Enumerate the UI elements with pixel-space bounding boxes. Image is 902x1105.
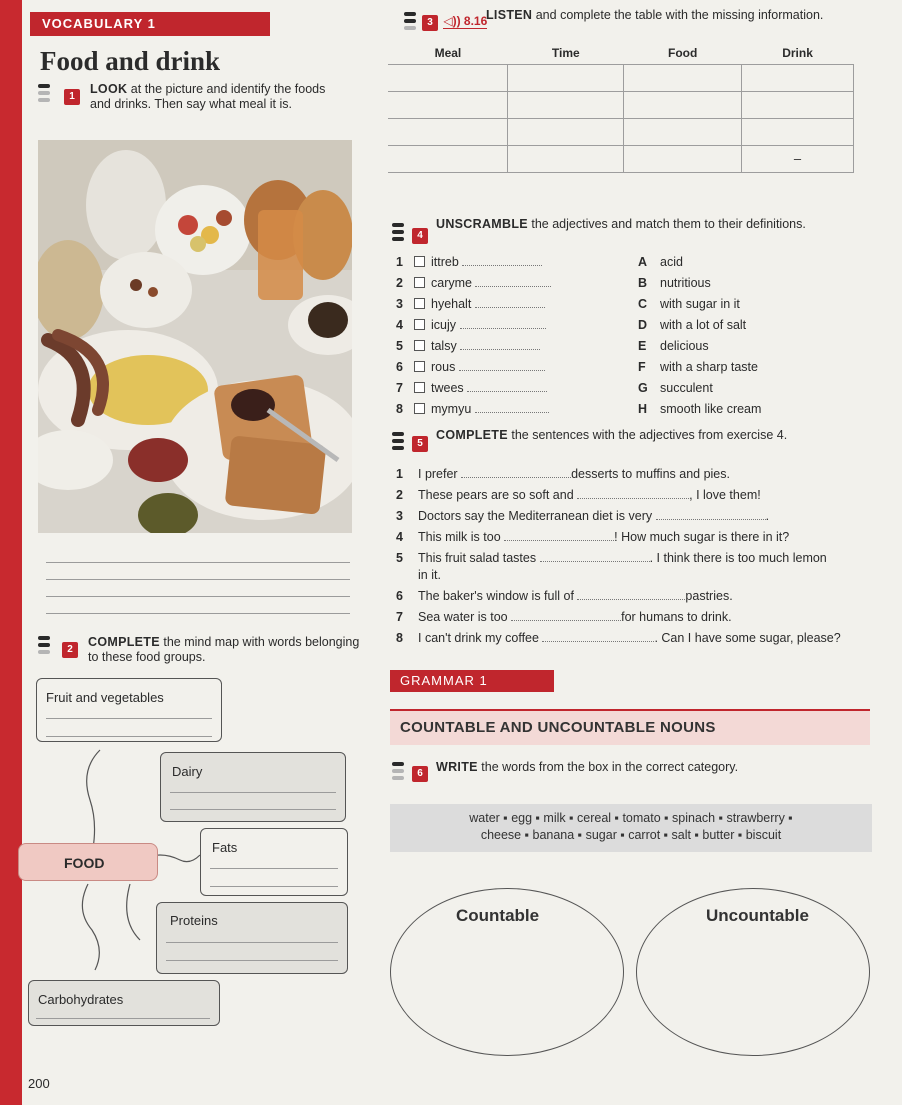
unscramble-item: 6 rous: [396, 360, 545, 380]
answer-line[interactable]: [46, 562, 350, 563]
definition-item: D with a lot of salt: [638, 318, 747, 332]
column-header-drink: Drink: [742, 42, 854, 64]
sentence-item: 1 I prefer desserts to muffins and pies.: [396, 467, 730, 481]
table-cell[interactable]: [388, 64, 508, 91]
difficulty-icon: [392, 432, 404, 453]
difficulty-icon: [38, 636, 50, 657]
answer-blank[interactable]: [542, 641, 654, 642]
mindmap-box-fruit-veg: [36, 678, 222, 742]
mindmap-label: Proteins: [170, 913, 218, 928]
definition-item: B nutritious: [638, 276, 711, 290]
table-cell[interactable]: [388, 91, 508, 118]
ex5-number: 5: [412, 434, 428, 452]
ex1-number: 1: [64, 87, 80, 105]
uncountable-title: Uncountable: [706, 906, 809, 925]
table-cell[interactable]: [742, 64, 854, 91]
sentence-item: 6 The baker's window is full of pastries.: [396, 589, 733, 603]
table-cell[interactable]: [742, 91, 854, 118]
answer-line[interactable]: [46, 718, 212, 719]
definition-item: G succulent: [638, 381, 713, 395]
answer-line[interactable]: [170, 809, 336, 810]
ex3-number: 3 ◁)) 8.16: [422, 14, 487, 31]
grammar-tag: GRAMMAR 1: [390, 670, 554, 692]
ex5-instructions: COMPLETE the sentences with the adjectives from exercise 4.: [436, 428, 788, 442]
answer-blank[interactable]: [459, 370, 545, 371]
answer-checkbox[interactable]: [414, 298, 425, 309]
difficulty-icon: [392, 223, 404, 244]
section-header: VOCABULARY 1: [30, 12, 270, 36]
ex4-number: 4: [412, 226, 428, 244]
answer-blank[interactable]: [475, 412, 549, 413]
answer-line[interactable]: [170, 792, 336, 793]
unscramble-item: 2 caryme: [396, 276, 551, 296]
answer-blank[interactable]: [461, 477, 571, 478]
table-cell[interactable]: [624, 91, 742, 118]
answer-checkbox[interactable]: [414, 256, 425, 267]
answer-checkbox[interactable]: [414, 340, 425, 351]
mindmap-label: Fruit and vegetables: [46, 690, 164, 705]
table-cell[interactable]: [388, 145, 508, 172]
sentence-item: 2 These pears are so soft and , I love them!: [396, 488, 761, 502]
page-number: 200: [28, 1076, 50, 1091]
definition-item: C with sugar in it: [638, 297, 740, 311]
grammar-heading: COUNTABLE AND UNCOUNTABLE NOUNS: [390, 709, 870, 745]
ex6-number: 6: [412, 764, 428, 782]
table-cell[interactable]: [508, 91, 624, 118]
table-cell[interactable]: [388, 118, 508, 145]
answer-checkbox[interactable]: [414, 403, 425, 414]
ex6-instructions: WRITE the words from the box in the correct category.: [436, 760, 739, 774]
answer-line[interactable]: [46, 596, 350, 597]
word-box-line: water ▪ egg ▪ milk ▪ cereal ▪ tomato ▪ spinach ▪ strawberry ▪: [469, 811, 793, 825]
answer-line[interactable]: [36, 1018, 210, 1019]
listening-table: [388, 42, 854, 173]
answer-line[interactable]: [166, 960, 338, 961]
definition-item: F with a sharp taste: [638, 360, 758, 374]
sentence-item: 3 Doctors say the Mediterranean diet is very .: [396, 509, 770, 523]
mindmap-label: Fats: [212, 840, 238, 855]
ex1-instructions: LOOK at the picture and identify the foods and drinks. Then say what meal it is.: [90, 82, 326, 111]
answer-blank[interactable]: [577, 599, 685, 600]
mindmap-box-dairy: [160, 752, 346, 822]
answer-blank[interactable]: [577, 498, 689, 499]
answer-blank[interactable]: [467, 391, 547, 392]
definition-item: A acid: [638, 255, 683, 269]
column-header-food: Food: [624, 42, 742, 64]
table-cell[interactable]: [508, 145, 624, 172]
answer-line[interactable]: [166, 942, 338, 943]
table-cell[interactable]: [508, 118, 624, 145]
table-cell[interactable]: [624, 145, 742, 172]
ex2-number: 2: [62, 640, 78, 658]
answer-checkbox[interactable]: [414, 361, 425, 372]
ex4-instructions: UNSCRAMBLE the adjectives and match them to their definitions.: [436, 217, 806, 231]
answer-line[interactable]: [210, 886, 338, 887]
food-photo: [38, 140, 352, 533]
page-title: Food and drink: [40, 46, 221, 76]
difficulty-icon: [392, 762, 404, 783]
unscramble-item: 7 twees: [396, 381, 547, 401]
answer-checkbox[interactable]: [414, 277, 425, 288]
sentence-item: 8 I can't drink my coffee . Can I have some sugar, please?: [396, 631, 841, 645]
answer-blank[interactable]: [540, 561, 650, 562]
answer-blank[interactable]: [475, 286, 551, 287]
answer-blank[interactable]: [462, 265, 542, 266]
table-cell[interactable]: [624, 64, 742, 91]
unscramble-item: 3 hyehalt: [396, 297, 545, 317]
ex2-instructions: COMPLETE the mind map with words belonging to these food groups.: [88, 635, 360, 664]
definition-item: E delicious: [638, 339, 709, 353]
word-box: [390, 804, 872, 852]
answer-checkbox[interactable]: [414, 319, 425, 330]
mindmap-center: FOOD: [18, 843, 158, 881]
mindmap-label: Carbohydrates: [38, 992, 124, 1007]
table-cell[interactable]: [624, 118, 742, 145]
definition-item: H smooth like cream: [638, 402, 762, 416]
answer-blank[interactable]: [656, 519, 766, 520]
table-cell-drink[interactable]: –: [742, 145, 854, 172]
answer-blank[interactable]: [460, 328, 546, 329]
countable-title: Countable: [456, 906, 540, 925]
sentence-item: 5 This fruit salad tastes . I think there is too much lemon: [396, 551, 827, 565]
answer-line[interactable]: [210, 868, 338, 869]
ex3-instructions: LISTEN and complete the table with the missing information.: [486, 8, 824, 22]
sentence-item: 7 Sea water is too for humans to drink.: [396, 610, 732, 624]
answer-checkbox[interactable]: [414, 382, 425, 393]
difficulty-icon: [38, 84, 50, 105]
table-cell[interactable]: [508, 64, 624, 91]
sentence-continuation: in it.: [418, 568, 441, 582]
answer-blank[interactable]: [475, 307, 545, 308]
unscramble-item: 1 ittreb: [396, 255, 542, 275]
mindmap-label: Dairy: [172, 764, 203, 779]
answer-line[interactable]: [46, 736, 212, 737]
sentence-item: 4 This milk is too ! How much sugar is there in it?: [396, 530, 790, 544]
answer-blank[interactable]: [460, 349, 540, 350]
difficulty-icon: [404, 12, 416, 33]
unscramble-item: 4 icujy: [396, 318, 546, 338]
answer-line[interactable]: [46, 579, 350, 580]
answer-line[interactable]: [46, 613, 350, 614]
table-cell[interactable]: [742, 118, 854, 145]
column-header-meal: Meal: [388, 42, 508, 64]
answer-blank[interactable]: [504, 540, 614, 541]
answer-blank[interactable]: [511, 620, 621, 621]
column-header-time: Time: [508, 42, 624, 64]
word-box-line: cheese ▪ banana ▪ sugar ▪ carrot ▪ salt ▪ butter ▪ biscuit: [480, 828, 782, 842]
unscramble-item: 8 mymyu: [396, 402, 549, 422]
unscramble-item: 5 talsy: [396, 339, 540, 359]
